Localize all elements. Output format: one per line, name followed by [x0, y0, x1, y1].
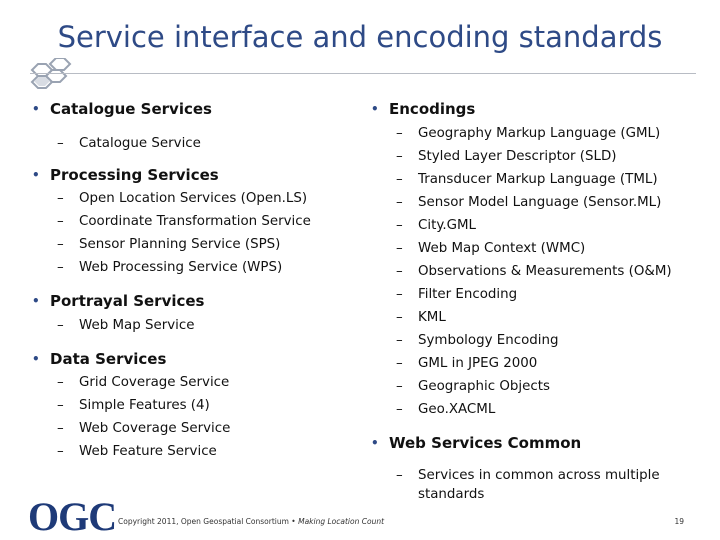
list-item: – Web Map Service [57, 318, 195, 333]
list-item: – Symbology Encoding [396, 333, 559, 348]
list-item: – Sensor Planning Service (SPS) [57, 237, 281, 252]
data-services-section [32, 350, 166, 368]
processing-services-section [32, 166, 219, 184]
encodings-section [371, 100, 475, 118]
bullet-icon: • [371, 102, 379, 116]
data-services-list [57, 371, 230, 463]
section-heading: Encodings [389, 100, 476, 118]
processing-services-list [57, 187, 311, 279]
bullet-icon: • [371, 436, 379, 450]
list-item: – Geo.XACML [396, 402, 496, 417]
bullet-icon: • [32, 294, 40, 308]
slide-title: Service interface and encoding standards [57, 20, 663, 54]
section-heading: Data Services [50, 350, 167, 368]
list-item: – Web Coverage Service [57, 421, 231, 436]
list-item: – Web Processing Service (WPS) [57, 260, 283, 275]
web-services-common-section [371, 434, 581, 452]
portrayal-services-list [57, 314, 194, 337]
list-item: – Filter Encoding [396, 287, 518, 302]
list-item: – Simple Features (4) [57, 398, 210, 413]
list-item: – Sensor Model Language (Sensor.ML) [396, 195, 662, 210]
list-item: – Geography Markup Language (GML) [396, 126, 661, 141]
list-item: – Transducer Markup Language (TML) [396, 172, 658, 187]
list-item: – Grid Coverage Service [57, 375, 230, 390]
web-services-common-list [396, 466, 696, 504]
list-item: – Coordinate Transformation Service [57, 214, 311, 229]
title-divider [30, 73, 696, 74]
bullet-icon: • [32, 102, 40, 116]
encodings-list [396, 122, 672, 421]
hexagon-logo-icon [22, 58, 82, 98]
list-item: – City.GML [396, 218, 476, 233]
bullet-icon: • [32, 352, 40, 366]
catalogue-services-list [57, 132, 201, 155]
ogc-logo: OGC [28, 494, 117, 539]
page-number: 19 [674, 517, 684, 526]
list-item: – Catalogue Service [57, 136, 201, 151]
bullet-icon: • [32, 168, 40, 182]
list-item: – Services in common across multiple standards [396, 468, 660, 502]
list-item: – Styled Layer Descriptor (SLD) [396, 149, 617, 164]
section-heading: Portrayal Services [50, 292, 205, 310]
list-item: – Open Location Services (Open.LS) [57, 191, 308, 206]
list-item: – Geographic Objects [396, 379, 550, 394]
list-item: – KML [396, 310, 446, 325]
copyright-text: Copyright 2011, Open Geospatial Consortium • Making Location Count [118, 517, 385, 526]
list-item: – Web Map Context (WMC) [396, 241, 586, 256]
list-item: – Web Feature Service [57, 444, 217, 459]
section-heading: Catalogue Services [50, 100, 212, 118]
portrayal-services-section [32, 292, 204, 310]
section-heading: Web Services Common [389, 434, 582, 452]
catalogue-services-section [32, 100, 212, 118]
section-heading: Processing Services [50, 166, 219, 184]
list-item: – GML in JPEG 2000 [396, 356, 538, 371]
list-item: – Observations & Measurements (O&M) [396, 264, 672, 279]
